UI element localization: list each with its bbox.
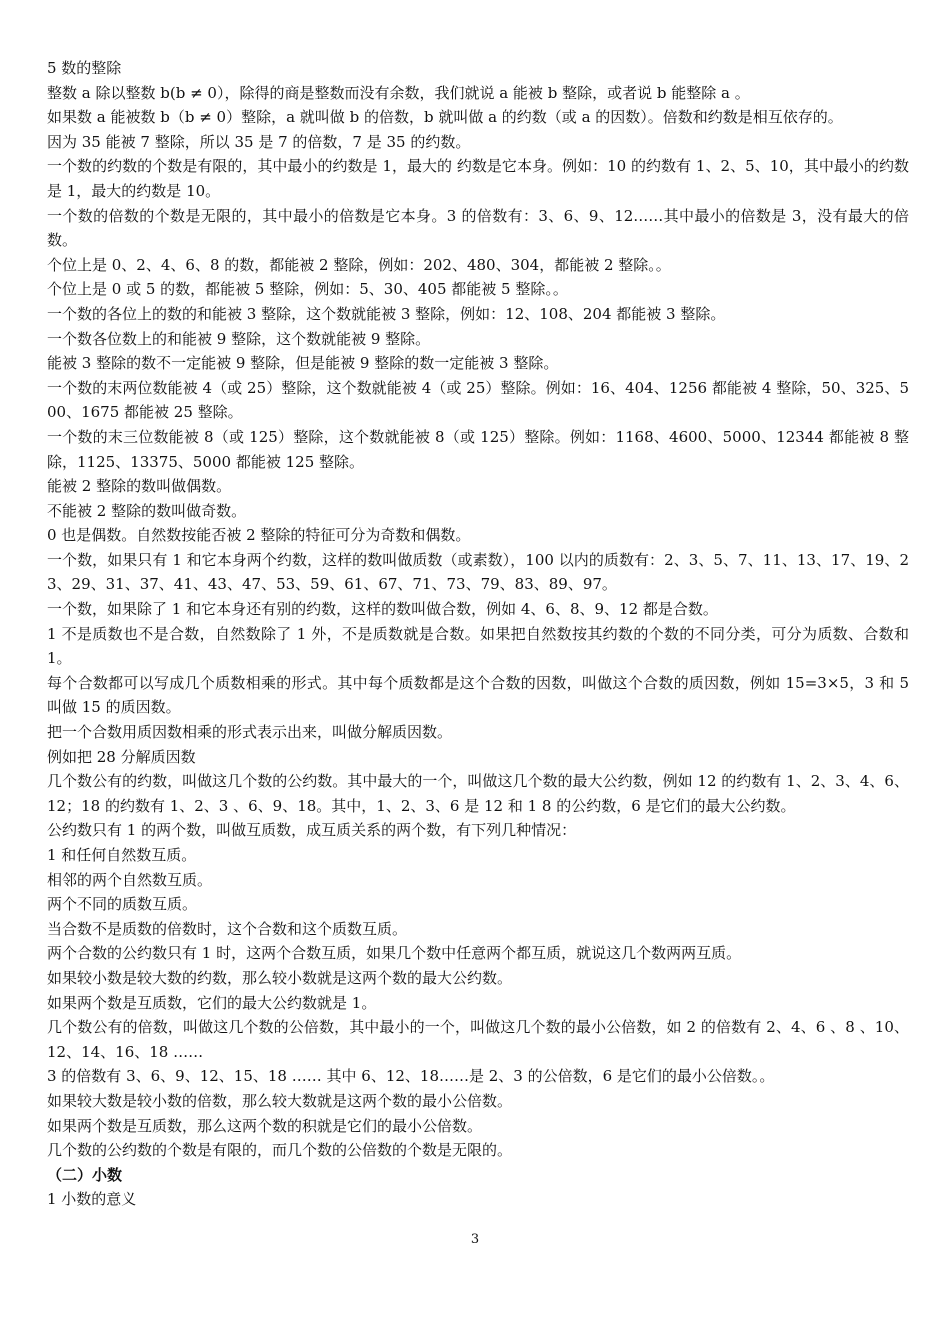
text-line: 把一个合数用质因数相乘的形式表示出来，叫做分解质因数。 [47,723,453,742]
text-line: 几个数的公约数的个数是有限的，而几个数的公倍数的个数是无限的。 [47,1141,513,1160]
text-line: 如果数 a 能被数 b（b ≠ 0）整除，a 就叫做 b 的倍数，b 就叫做 a 的约数（或 a 的因数）。倍数和约数是相互依存的。 [47,108,843,127]
text-line: 一个数的约数的个数是有限的，其中最小的约数是 1，最大的 约数是它本身。例如：10 的约数有 1、2、5、10，其中最小的约数是 1，最大的约数是 10。 [47,157,909,200]
text-line: 当合数不是质数的倍数时，这个合数和这个质数互质。 [47,919,408,938]
text-line: 一个数，如果除了 1 和它本身还有别的约数，这样的数叫做合数，例如 4、6、8、9、12 都是合数。 [47,600,718,619]
text-line: 相邻的两个自然数互质。 [47,870,213,889]
section-heading-divisibility: 5 数的整除 [47,59,122,77]
text-line: 不能被 2 整除的数叫做奇数。 [47,501,247,520]
text-line: 一个数的各位上的数的和能被 3 整除，这个数就能被 3 整除，例如：12、108、204 都能被 3 整除。 [47,304,726,323]
text-line: 一个数各位数上的和能被 9 整除，这个数就能被 9 整除。 [47,329,431,348]
text-line: 0 也是偶数。自然数按能否被 2 整除的特征可分为奇数和偶数。 [47,526,471,545]
text-line: 因为 35 能被 7 整除，所以 35 是 7 的倍数，7 是 35 的约数。 [47,132,471,151]
text-line: 几个数公有的约数，叫做这几个数的公约数。其中最大的一个，叫做这几个数的最大公约数，例如 12 的约数有 1、2、3、4、6、12；18 的约数有 1、2、3 、6、9、18。其中，1、2、3、6 是 12 和 1 8 的公约数，6 是它们的最大公约数。 [47,772,909,815]
text-line: 几个数公有的倍数，叫做这几个数的公倍数，其中最小的一个，叫做这几个数的最小公倍数，如 2 的倍数有 2、4、6 、8 、10、12、14、16、18 …… [47,1018,909,1061]
text-line: 例如把 28 分解质因数 [47,747,196,766]
text-line: 一个数的倍数的个数是无限的，其中最小的倍数是它本身。3 的倍数有：3、6、9、12……其中最小的倍数是 3，没有最大的倍数。 [47,206,909,250]
section-heading-decimals: （二）小数 [47,1165,123,1184]
text-line: 如果两个数是互质数，那么这两个数的积就是它们的最小公倍数。 [47,1116,483,1135]
text-line: 整数 a 除以整数 b(b ≠ 0），除得的商是整数而没有余数，我们就说 a 能被 b 整除，或者说 b 能整除 a 。 [47,83,750,102]
subsection-heading: 1 小数的意义 [47,1190,137,1209]
page-number: 3 [470,1232,480,1247]
text-line: 如果较小数是较大数的约数，那么较小数就是这两个数的最大公约数。 [47,968,513,987]
text-line: 一个数，如果只有 1 和它本身两个约数，这样的数叫做质数（或素数），100 以内的质数有：2、3、5、7、11、13、17、19、23、29、31、37、41、43、47、53、59、61、67、71、73、79、83、89、97。 [47,550,909,594]
document-body [47,56,909,1212]
text-line: 能被 3 整除的数不一定能被 9 整除，但是能被 9 整除的数一定能被 3 整除。 [47,354,559,373]
text-line: 两个合数的公约数只有 1 时，这两个合数互质，如果几个数中任意两个都互质，就说这几个数两两互质。 [47,944,742,963]
text-line: 公约数只有 1 的两个数，叫做互质数，成互质关系的两个数，有下列几种情况： [47,821,577,840]
text-line: 每个合数都可以写成几个质数相乘的形式。其中每个质数都是这个合数的因数，叫做这个合数的质因数，例如 15=3×5，3 和 5 叫做 15 的质因数。 [47,673,909,717]
text-line: 能被 2 整除的数叫做偶数。 [47,477,232,496]
text-line: 两个不同的质数互质。 [47,895,198,914]
text-line: 3 的倍数有 3、6、9、12、15、18 …… 其中 6、12、18……是 2、3 的公倍数，6 是它们的最小公倍数。。 [47,1067,775,1086]
text-line: 个位上是 0、2、4、6、8 的数，都能被 2 整除，例如：202、480、304，都能被 2 整除。。 [47,255,671,274]
text-line: 1 不是质数也不是合数，自然数除了 1 外，不是质数就是合数。如果把自然数按其约数的个数的不同分类，可分为质数、合数和 1。 [47,624,909,668]
text-line: 一个数的末三位数能被 8（或 125）整除，这个数就能被 8（或 125）整除。例如：1168、4600、5000、12344 都能被 8 整除，1125、13375、5000 都能被 125 整除。 [47,427,909,471]
text-line: 如果较大数是较小数的倍数，那么较大数就是这两个数的最小公倍数。 [47,1091,513,1110]
text-line: 个位上是 0 或 5 的数，都能被 5 整除，例如：5、30、405 都能被 5 整除。。 [47,280,568,299]
text-line: 一个数的末两位数能被 4（或 25）整除，这个数就能被 4（或 25）整除。例如：16、404、1256 都能被 4 整除，50、325、500、1675 都能被 25 整除。 [47,378,909,422]
text-line: 如果两个数是互质数，它们的最大公约数就是 1。 [47,993,377,1012]
text-line: 1 和任何自然数互质。 [47,846,197,864]
